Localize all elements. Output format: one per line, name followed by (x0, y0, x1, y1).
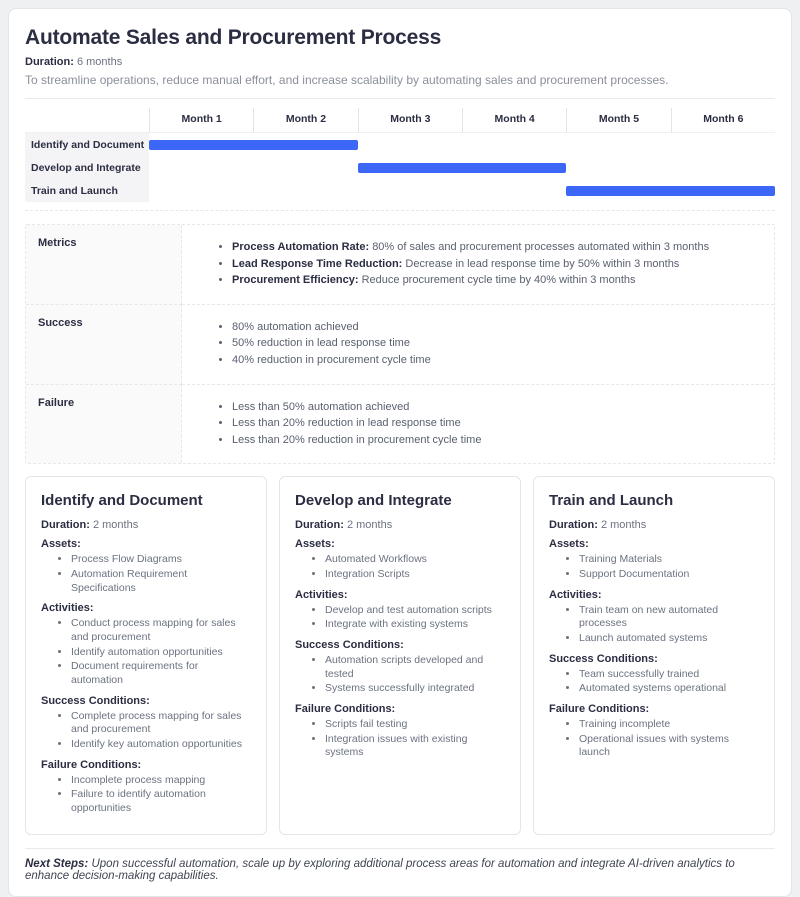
phase-section-heading: Failure Conditions: (295, 702, 396, 715)
metrics-row-label: Failure (26, 384, 182, 464)
metrics-list (198, 320, 758, 369)
metrics-item-term: Process Automation Rate: (232, 241, 373, 253)
phase-section-heading: Activities: (549, 588, 602, 601)
metrics-item: • Less than 50% automation achieved (232, 400, 758, 416)
phase-list-item: • Complete process mapping for sales and procurement (71, 710, 251, 737)
project-duration-label: Duration: (25, 56, 74, 68)
phase-card (533, 476, 775, 835)
phase-list (549, 604, 759, 646)
gantt-bar-cell (358, 156, 567, 179)
phase-section-heading: Failure Conditions: (549, 702, 650, 715)
gantt-bar (358, 163, 567, 173)
metrics-list (198, 400, 758, 449)
phase-list-item: • Training Materials (579, 553, 759, 567)
metrics-item: • 40% reduction in procurement cycle time (232, 353, 758, 369)
next-steps-note (25, 858, 775, 882)
phase-list (549, 553, 759, 581)
phase-section-heading: Activities: (295, 588, 348, 601)
report-card (8, 8, 792, 897)
page-title: Automate Sales and Procurement Process (25, 26, 442, 49)
project-duration (25, 56, 775, 68)
phase-list-item: • Identify automation opportunities (71, 646, 251, 660)
metrics-row-label: Metrics (26, 225, 182, 304)
phase-list-item: • Automation scripts developed and tested (325, 654, 505, 681)
phase-list-item: • Integration issues with existing systems (325, 733, 505, 760)
metrics-item: • Procurement Efficiency: Reduce procurement cycle time by 40% within 3 months (232, 273, 758, 289)
phase-title: Identify and Document (41, 492, 203, 510)
phase-list-item: • Team successfully trained (579, 668, 759, 682)
phase-list (549, 718, 759, 760)
next-steps-label: Next Steps: (25, 858, 89, 871)
phase-list (41, 553, 251, 595)
phase-list-item: • Develop and test automation scripts (325, 604, 505, 618)
gantt-chart (25, 108, 775, 211)
phase-list-item: • Automated Workflows (325, 553, 505, 567)
phase-duration: Duration: 2 months (295, 519, 393, 532)
phase-list-item: • Incomplete process mapping (71, 774, 251, 788)
phase-duration: Duration: 2 months (41, 519, 139, 532)
project-description: To streamline operations, reduce manual effort, and increase scalability by automating sales and procurement processes. (25, 73, 669, 87)
phase-section-heading: Failure Conditions: (41, 758, 142, 771)
phase-list-item: • Launch automated systems (579, 632, 759, 646)
phase-list-item: • Automated systems operational (579, 682, 759, 696)
phase-list-item: • Document requirements for automation (71, 660, 251, 687)
phase-list-item: • Integrate with existing systems (325, 618, 505, 632)
footer-divider (25, 848, 775, 849)
phase-section-heading: Assets: (295, 538, 335, 551)
phase-list-item: • Support Documentation (579, 568, 759, 582)
metrics-row-content (182, 304, 774, 384)
phase-list-item: • Process Flow Diagrams (71, 553, 251, 567)
metrics-item-term: Lead Response Time Reduction: (232, 257, 406, 270)
metrics-table (25, 224, 775, 464)
phase-section-heading: Success Conditions: (41, 694, 150, 707)
phase-list (295, 718, 505, 760)
gantt-bar (566, 186, 775, 196)
phase-section-heading: Assets: (41, 538, 81, 551)
metrics-row-content (182, 384, 774, 464)
gantt-month-header: Month 1 (149, 108, 253, 133)
phase-list (41, 774, 251, 816)
phase-list-item: • Conduct process mapping for sales and procurement (71, 617, 251, 644)
metrics-item: • 50% reduction in lead response time (232, 336, 758, 352)
phase-list-item: • Operational issues with systems launch (579, 733, 759, 760)
phase-list (295, 553, 505, 581)
next-steps-text: Upon successful automation, scale up by exploring additional process areas for automation and integrate AI-driven analytics to enhance decision-making capabilities. (25, 858, 735, 883)
gantt-month-header: Month 3 (358, 108, 462, 133)
metrics-list (198, 240, 758, 289)
phase-section-heading: Success Conditions: (295, 639, 404, 652)
phase-list (41, 617, 251, 687)
gantt-row-label: Train and Launch (25, 179, 149, 202)
phase-list (295, 604, 505, 632)
phase-list (549, 668, 759, 696)
gantt-month-header: Month 4 (462, 108, 566, 133)
phase-duration-label: Duration: (295, 519, 347, 532)
phase-card (279, 476, 521, 835)
phase-duration-label: Duration: (549, 519, 601, 532)
gantt-bar-cell (566, 179, 775, 202)
gantt-month-header: Month 6 (671, 108, 775, 133)
metrics-item: • Lead Response Time Reduction: Decrease in lead response time by 50% within 3 months (232, 257, 758, 273)
metrics-item: • 80% automation achieved (232, 320, 758, 336)
phase-list-item: • Systems successfully integrated (325, 682, 505, 696)
metrics-row-label: Success (26, 304, 182, 384)
metrics-item: • Process Automation Rate: 80% of sales and procurement processes automated within 3 months (232, 240, 758, 256)
project-duration-value: 6 months (76, 56, 123, 68)
metrics-item-term: Procurement Efficiency: (232, 274, 362, 287)
phase-list-item: • Training incomplete (579, 718, 759, 732)
gantt-row-label: Identify and Document (25, 133, 149, 156)
gantt-bar (149, 140, 358, 150)
gantt-bar-cell (149, 133, 358, 156)
metrics-item: • Less than 20% reduction in procurement cycle time (232, 433, 758, 449)
phase-list-item: • Integration Scripts (325, 568, 505, 582)
gantt-month-header: Month 2 (253, 108, 357, 133)
phase-list-item: • Automation Requirement Specifications (71, 568, 251, 595)
phase-section-heading: Assets: (549, 538, 589, 551)
phase-list-item: • Identify key automation opportunities (71, 738, 251, 752)
gantt-header-spacer (25, 108, 149, 133)
phase-duration-label: Duration: (41, 519, 93, 532)
phase-section-heading: Activities: (41, 602, 94, 615)
gantt-row-label: Develop and Integrate (25, 156, 149, 179)
phase-section-heading: Success Conditions: (549, 652, 658, 665)
header-divider (25, 98, 775, 99)
phase-card (25, 476, 267, 835)
metrics-item: • Less than 20% reduction in lead response time (232, 416, 758, 432)
phase-cards (25, 476, 775, 835)
phase-list-item: • Train team on new automated processes (579, 604, 759, 631)
phase-title: Develop and Integrate (295, 492, 452, 510)
phase-duration: Duration: 2 months (549, 519, 647, 532)
report-header (25, 26, 775, 87)
phase-list-item: • Failure to identify automation opportunities (71, 788, 251, 815)
phase-list (41, 710, 251, 752)
phase-list (295, 654, 505, 696)
metrics-row-content (182, 225, 774, 304)
phase-list-item: • Scripts fail testing (325, 718, 505, 732)
gantt-month-header: Month 5 (566, 108, 670, 133)
phase-title: Train and Launch (549, 492, 674, 510)
